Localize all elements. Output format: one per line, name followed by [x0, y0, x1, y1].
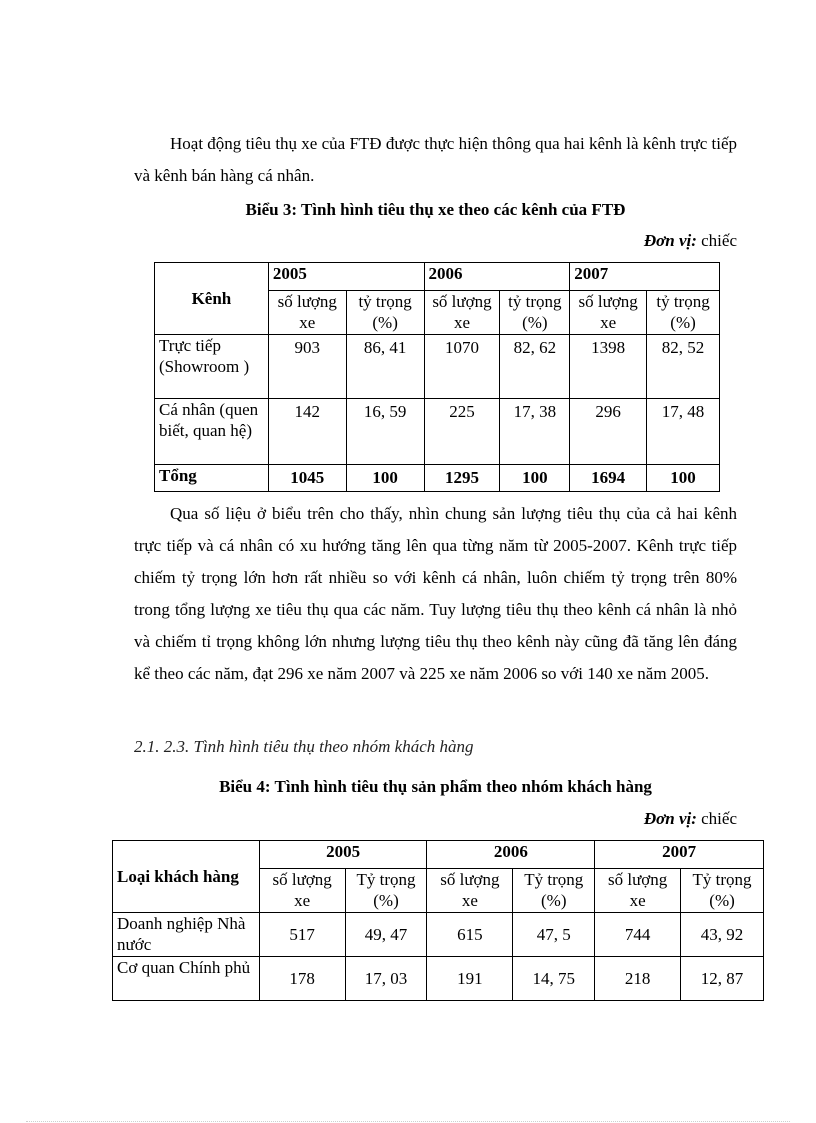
cell: 82, 52 [647, 335, 720, 399]
header-year-2005: 2005 [259, 841, 427, 869]
header-year-2007: 2007 [570, 263, 720, 291]
table-row-total [155, 465, 720, 492]
cell: 43, 92 [681, 913, 764, 957]
analysis-paragraph: Qua số liệu ở biểu trên cho thấy, nhìn chung sản lượng tiêu thụ của cả hai kênh trực tiếp và cá nhân có xu hướng tăng lên qua từng năm từ 2005-2007. Kênh trực tiếp chiếm tỷ trọng lớn hơn rất nhiều so với kênh cá nhân, luôn chiếm tỷ trọng trên 80% trong tổng lượng xe tiêu thụ qua các năm. Tuy lượng tiêu thụ theo kênh cá nhân là nhỏ và chiếm tỉ trọng không lớn nhưng lượng tiêu thụ theo kênh này cũng đã tăng lên đáng kể theo các năm, đạt 296 xe năm 2007 và 225 xe năm 2006 so với 140 xe năm 2005. [134, 504, 737, 683]
cell: 17, 48 [647, 399, 720, 465]
row-label: Cơ quan Chính phủ [113, 957, 260, 1001]
cell: 47, 5 [513, 913, 595, 957]
cell: 615 [427, 913, 513, 957]
header-kenh: Kênh [155, 263, 269, 335]
cell: 49, 47 [345, 913, 427, 957]
cell: 1070 [424, 335, 500, 399]
unit-label: Đơn vị: [643, 231, 697, 250]
section-heading: 2.1. 2.3. Tình hình tiêu thụ theo nhóm khách hàng [134, 737, 474, 756]
cell: 1694 [570, 465, 647, 492]
subheader-pct: Tỷ trọng (%) [681, 869, 764, 913]
cell: 218 [595, 957, 681, 1001]
cell: 178 [259, 957, 345, 1001]
sales-by-customer-table [112, 840, 764, 1001]
cell: 17, 03 [345, 957, 427, 1001]
subheader-pct: Tỷ trọng (%) [513, 869, 595, 913]
table-row [113, 913, 764, 957]
cell: 142 [268, 399, 346, 465]
row-label: Doanh nghiệp Nhà nước [113, 913, 260, 957]
sales-by-channel-table [154, 262, 720, 492]
cell: 1398 [570, 335, 647, 399]
page-bottom-divider [26, 1121, 790, 1122]
cell: 100 [500, 465, 570, 492]
subheader-pct: tỷ trọng (%) [346, 291, 424, 335]
header-loai-khach-hang: Loại khách hàng [113, 841, 260, 913]
subheader-pct: tỷ trọng (%) [500, 291, 570, 335]
intro-paragraph: Hoạt động tiêu thụ xe của FTĐ được thực hiện thông qua hai kênh là kênh trực tiếp và kênh bán hàng cá nhân. [134, 134, 737, 185]
subheader-qty: số lượng xe [259, 869, 345, 913]
unit-label: Đơn vị: [643, 809, 697, 828]
header-year-2006: 2006 [424, 263, 570, 291]
cell: 744 [595, 913, 681, 957]
cell: 17, 38 [500, 399, 570, 465]
subheader-qty: số lượng xe [268, 291, 346, 335]
table-row [155, 335, 720, 399]
header-year-2007: 2007 [595, 841, 764, 869]
unit-value: chiếc [696, 809, 737, 828]
subheader-qty: số lượng xe [424, 291, 500, 335]
cell: 296 [570, 399, 647, 465]
cell: 1045 [268, 465, 346, 492]
cell: 100 [346, 465, 424, 492]
header-year-2006: 2006 [427, 841, 595, 869]
table2-unit [644, 809, 737, 829]
cell: 191 [427, 957, 513, 1001]
row-label: Tổng [155, 465, 269, 492]
cell: 100 [647, 465, 720, 492]
subheader-pct: Tỷ trọng (%) [345, 869, 427, 913]
unit-value: chiếc [696, 231, 737, 250]
cell: 16, 59 [346, 399, 424, 465]
table2-title: Biểu 4: Tình hình tiêu thụ sản phẩm theo nhóm khách hàng [219, 777, 652, 796]
subheader-qty: số lượng xe [595, 869, 681, 913]
table-row [155, 399, 720, 465]
table1-title: Biểu 3: Tình hình tiêu thụ xe theo các kênh của FTĐ [245, 200, 626, 219]
row-label: Cá nhân (quen biết, quan hệ) [155, 399, 269, 465]
table1-unit [644, 231, 737, 251]
header-year-2005: 2005 [268, 263, 424, 291]
cell: 12, 87 [681, 957, 764, 1001]
subheader-pct: tỷ trọng (%) [647, 291, 720, 335]
cell: 82, 62 [500, 335, 570, 399]
cell: 14, 75 [513, 957, 595, 1001]
cell: 86, 41 [346, 335, 424, 399]
row-label: Trực tiếp (Showroom ) [155, 335, 269, 399]
cell: 517 [259, 913, 345, 957]
cell: 903 [268, 335, 346, 399]
table-row [113, 957, 764, 1001]
cell: 1295 [424, 465, 500, 492]
subheader-qty: số lượng xe [570, 291, 647, 335]
cell: 225 [424, 399, 500, 465]
subheader-qty: số lượng xe [427, 869, 513, 913]
